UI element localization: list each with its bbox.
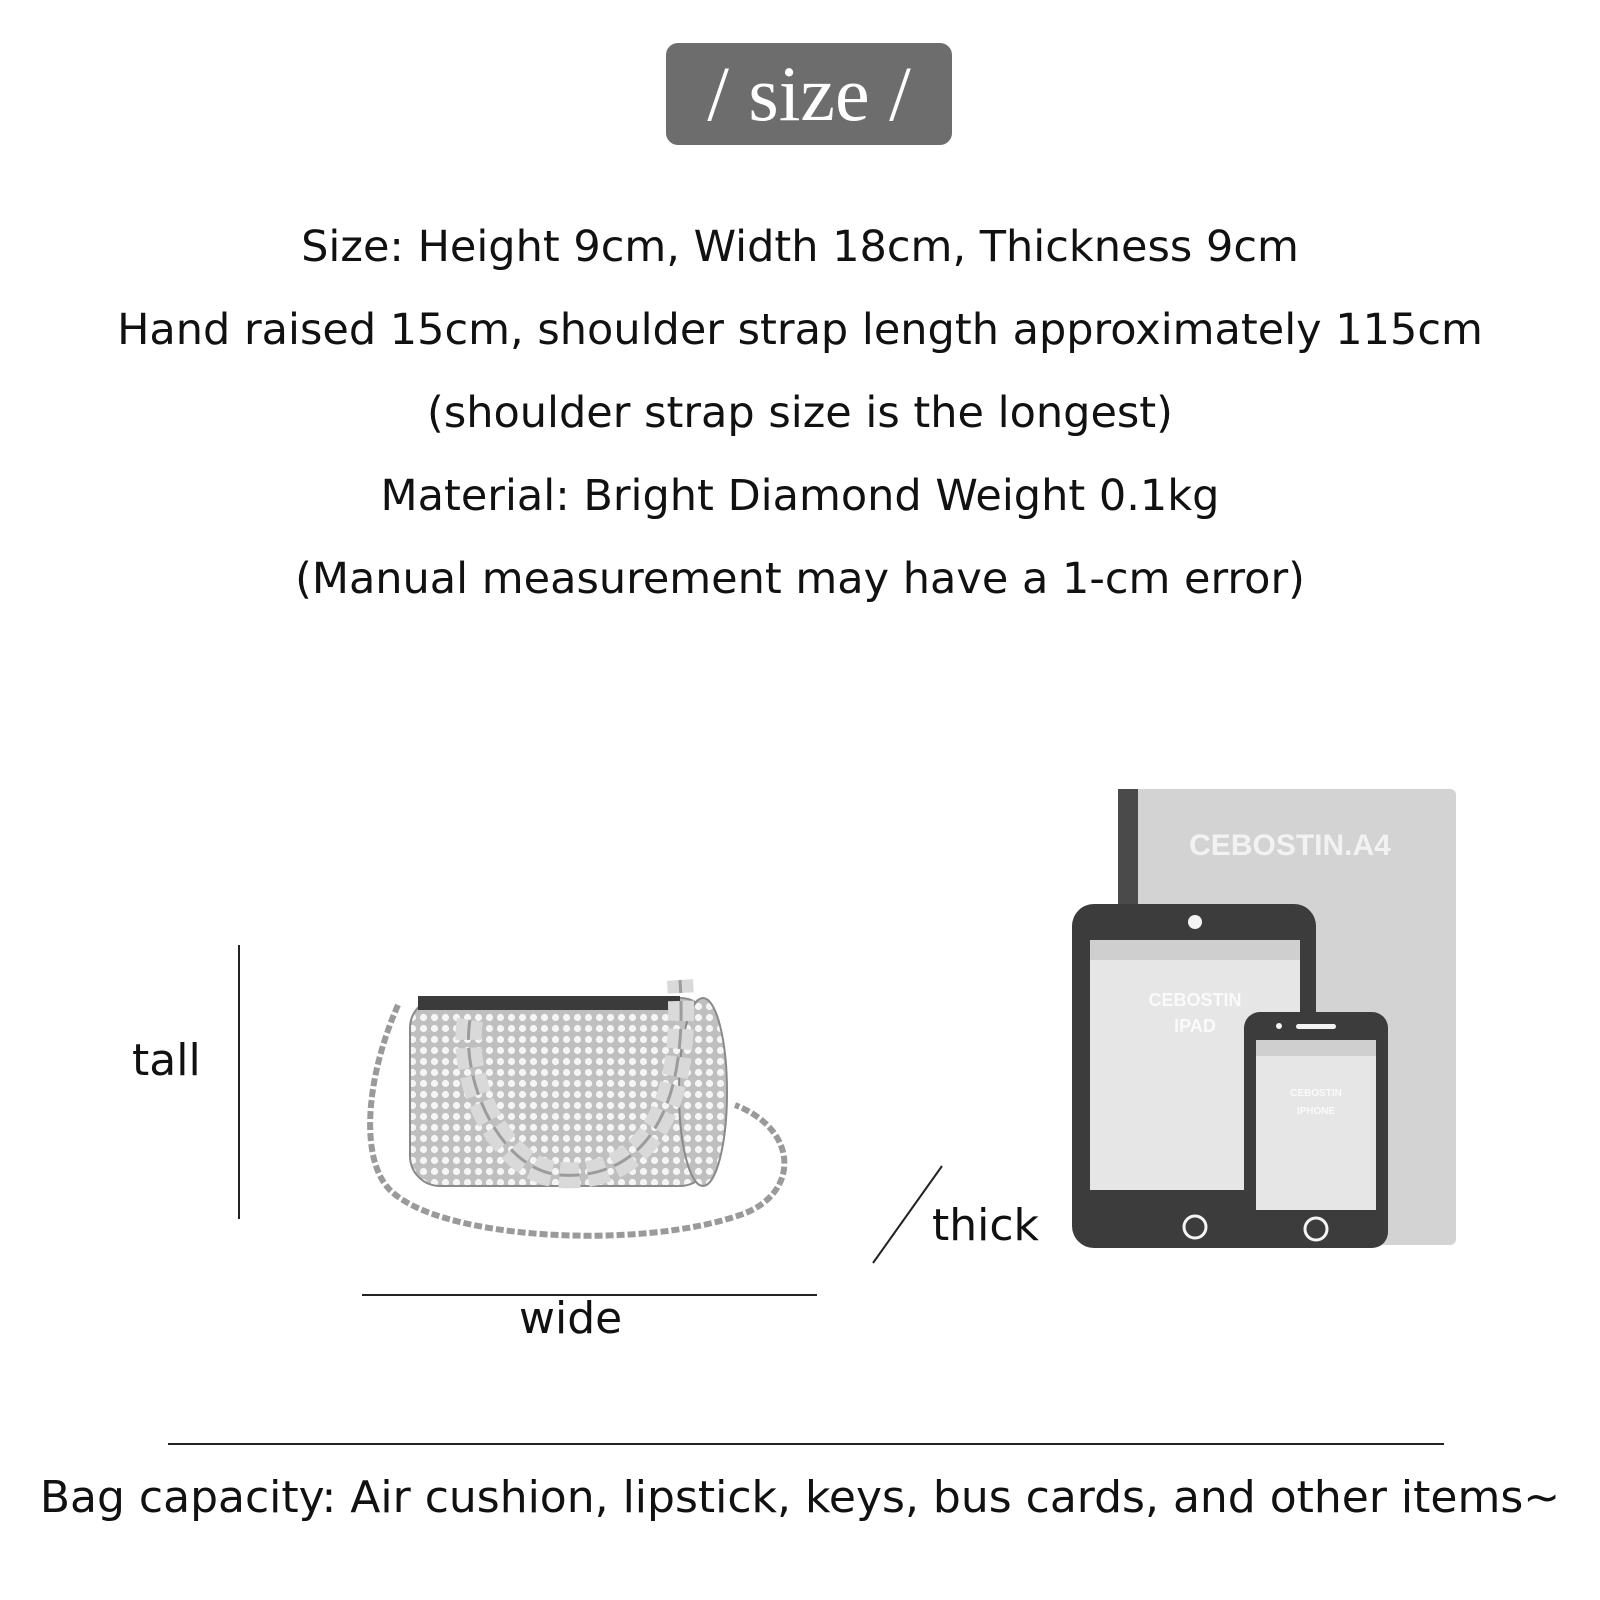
iphone-device <box>1244 1012 1388 1248</box>
tall-label: tall <box>132 1035 201 1086</box>
footer-divider <box>168 1443 1444 1445</box>
iphone-label-1: CEBOSTIN <box>1290 1088 1342 1099</box>
spec-error-note: (Manual measurement may have a 1-cm error) <box>295 554 1305 604</box>
ipad-label-1: CEBOSTIN <box>1148 990 1242 1010</box>
wide-label: wide <box>519 1293 623 1344</box>
a4-label: CEBOSTIN.A4 <box>1189 829 1391 862</box>
bag-capacity-text: Bag capacity: Air cushion, lipstick, keys, bus cards, and other items~ <box>39 1472 1561 1523</box>
thick-guide-line <box>873 1166 942 1263</box>
ipad-label-2: IPAD <box>1174 1016 1216 1036</box>
bag-image <box>370 980 784 1236</box>
size-badge: / size / <box>666 43 952 145</box>
spec-size: Size: Height 9cm, Width 18cm, Thickness 9cm <box>301 222 1299 272</box>
spec-strap: Hand raised 15cm, shoulder strap length approximately 115cm <box>117 305 1483 355</box>
spec-material: Material: Bright Diamond Weight 0.1kg <box>380 471 1220 521</box>
spec-strap-note: (shoulder strap size is the longest) <box>427 388 1173 438</box>
thick-label: thick <box>932 1200 1040 1251</box>
iphone-label-2: IPHONE <box>1296 1106 1336 1117</box>
